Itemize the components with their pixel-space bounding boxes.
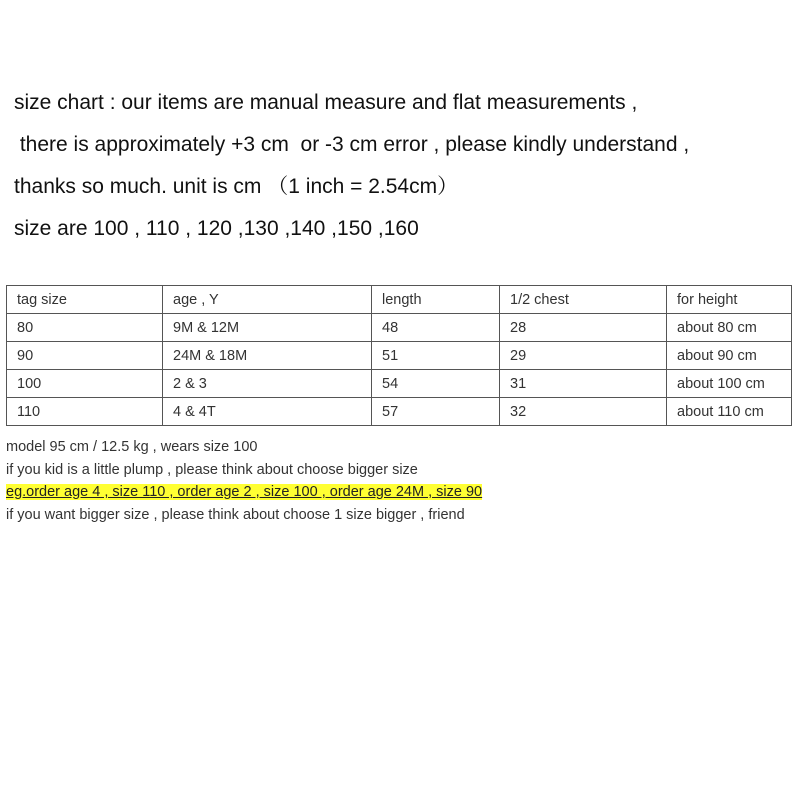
cell-half-chest: 29	[500, 342, 667, 370]
cell-tag-size: 80	[7, 314, 163, 342]
header-age: age , Y	[163, 286, 372, 314]
cell-for-height: about 90 cm	[667, 342, 792, 370]
size-notes	[6, 436, 796, 526]
note-example-highlighted	[6, 481, 796, 504]
cell-length: 51	[372, 342, 500, 370]
table-header-row	[7, 286, 792, 314]
header-for-height: for height	[667, 286, 792, 314]
table-row	[7, 342, 792, 370]
cell-half-chest: 28	[500, 314, 667, 342]
cell-half-chest: 31	[500, 370, 667, 398]
cell-tag-size: 110	[7, 398, 163, 426]
header-tag-size: tag size	[7, 286, 163, 314]
cell-for-height: about 100 cm	[667, 370, 792, 398]
table-row	[7, 398, 792, 426]
cell-age: 2 & 3	[163, 370, 372, 398]
header-length: length	[372, 286, 500, 314]
intro-line-1: size chart : our items are manual measure and flat measurements ,	[14, 91, 638, 114]
cell-length: 54	[372, 370, 500, 398]
note-model: model 95 cm / 12.5 kg , wears size 100	[6, 439, 258, 455]
note-bigger: if you want bigger size , please think about choose 1 size bigger , friend	[6, 506, 465, 523]
cell-for-height: about 110 cm	[667, 398, 792, 426]
cell-length: 48	[372, 314, 500, 342]
cell-half-chest: 32	[500, 398, 667, 426]
cell-length: 57	[372, 398, 500, 426]
note-example: eg.order age 4 , size 110 , order age 2 , size 100 , order age 24M , size 90	[6, 484, 483, 500]
cell-for-height: about 80 cm	[667, 314, 792, 342]
intro-line-4: size are 100 , 110 , 120 ,130 ,140 ,150 ,160	[14, 217, 419, 240]
header-half-chest: 1/2 chest	[500, 286, 667, 314]
intro-line-3: thanks so much. unit is cm （1 inch = 2.54cm）	[14, 175, 459, 198]
cell-tag-size: 90	[7, 342, 163, 370]
table-row	[7, 314, 792, 342]
note-plump: if you kid is a little plump , please think about choose bigger size	[6, 461, 418, 478]
intro-line-2: there is approximately +3 cm or -3 cm error , please kindly understand ,	[14, 133, 690, 156]
table-row	[7, 370, 792, 398]
cell-age: 24M & 18M	[163, 342, 372, 370]
cell-age: 9M & 12M	[163, 314, 372, 342]
size-table	[6, 285, 792, 426]
cell-age: 4 & 4T	[163, 398, 372, 426]
cell-tag-size: 100	[7, 370, 163, 398]
